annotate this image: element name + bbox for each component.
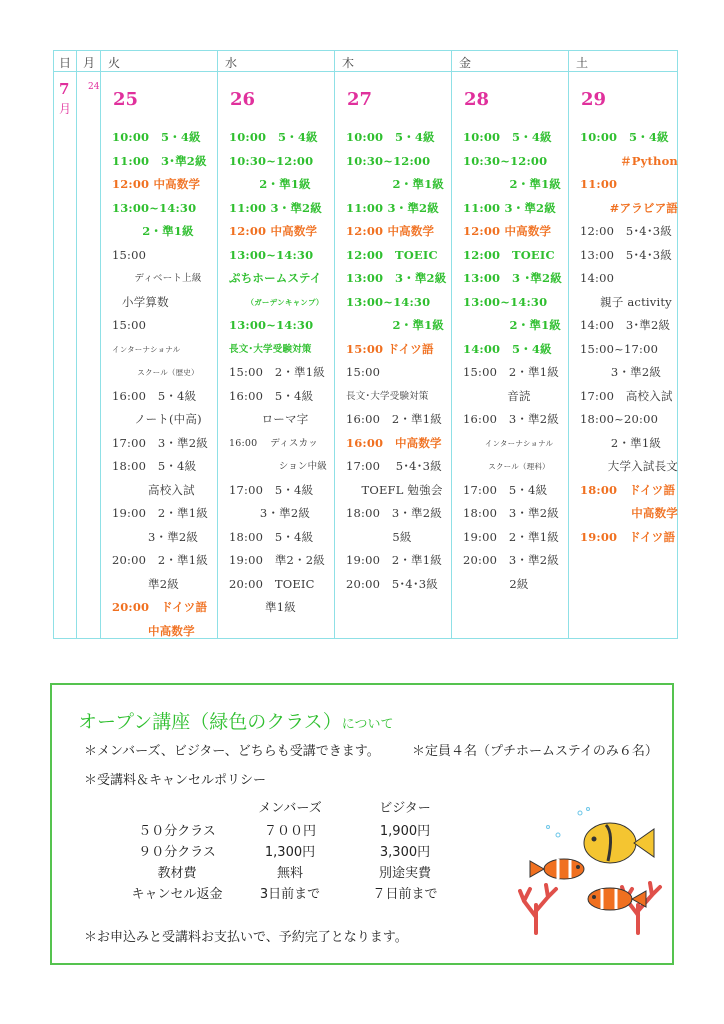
class-entry: 19:00 ドイツ語 bbox=[580, 529, 676, 544]
class-entry: 15:00 bbox=[112, 247, 147, 262]
class-entry: 18:00 5・4級 bbox=[229, 529, 314, 544]
class-entry: ぷちホームステイ bbox=[229, 271, 322, 285]
bubbles-icon bbox=[547, 808, 590, 838]
coral-left-icon bbox=[520, 885, 556, 933]
class-entry: 15:00 ドイツ語 bbox=[346, 341, 434, 356]
class-entry: 10:00 5・4級 bbox=[112, 130, 201, 144]
class-entry: 小学算数 bbox=[122, 294, 169, 309]
class-entry: 12:00 TOEIC bbox=[463, 247, 555, 262]
class-entry: 18:00 3・準2級 bbox=[346, 506, 442, 520]
fee-header-members: メンバーズ bbox=[258, 801, 322, 816]
capacity-note: ＊定員４名（プチホームステイのみ６名） bbox=[412, 744, 658, 759]
class-entry: 14:00 bbox=[580, 271, 615, 285]
class-entry: 13:00~14:30 bbox=[112, 200, 197, 215]
class-entry: 10:30~12:00 bbox=[463, 153, 548, 168]
class-entry: 13:00~14:30 bbox=[229, 247, 314, 262]
class-entry: 17:00 3・準2級 bbox=[112, 435, 208, 450]
coral-right-icon bbox=[622, 883, 660, 933]
class-entry: ＃Python bbox=[620, 153, 678, 168]
class-entry: 11:00 3･準2級 bbox=[112, 153, 207, 168]
fee-members-value: ７００円 bbox=[263, 824, 316, 839]
info-title bbox=[78, 707, 393, 734]
class-entry: 15:00 bbox=[112, 318, 147, 332]
class-entry: 10:00 5・4級 bbox=[463, 130, 552, 144]
class-entry: 2・準1級 bbox=[259, 177, 311, 191]
class-entry: 10:00 5・4級 bbox=[229, 130, 318, 144]
fee-visitors-value: 3,300円 bbox=[379, 845, 431, 860]
class-entry: 準2級 bbox=[148, 576, 179, 591]
day-entries-fri bbox=[463, 126, 575, 596]
class-entry: 10:30~12:00 bbox=[229, 153, 314, 168]
class-entry: 11:00 3・準2級 bbox=[229, 200, 322, 215]
class-entry: ション中級 bbox=[278, 461, 327, 472]
class-entry: 19:00 2・準1級 bbox=[463, 529, 559, 544]
fee-row-label: ５０分クラス bbox=[138, 824, 216, 839]
class-entry: 13:00~14:30 bbox=[463, 294, 548, 309]
class-entry: 20:00 2・準1級 bbox=[112, 553, 208, 567]
class-entry: 18:00 3・準2級 bbox=[463, 506, 559, 520]
class-entry: （ガーデンキャンプ） bbox=[246, 297, 324, 307]
class-entry: 14:00 5・4級 bbox=[463, 341, 552, 356]
booking-note: ＊お申込みと受講料お支払いで、予約完了となります。 bbox=[84, 930, 408, 945]
class-entry: 13:00 5･4･3級 bbox=[580, 247, 672, 262]
fee-members-value: 1,300円 bbox=[264, 845, 316, 860]
class-entry: 11:00 bbox=[580, 177, 618, 191]
class-entry: 16:00 中高数学 bbox=[346, 435, 442, 450]
class-entry: 2・準1級 bbox=[610, 435, 662, 450]
date-sat: 29 bbox=[581, 89, 607, 110]
info-title-suffix: について bbox=[341, 717, 394, 732]
class-entry: 長文･大学受験対策 bbox=[229, 343, 312, 355]
class-entry: 中高数学 bbox=[631, 506, 678, 520]
policy-heading: ＊受講料＆キャンセルポリシー bbox=[84, 773, 267, 788]
date-tue: 25 bbox=[113, 89, 139, 110]
class-entry: #アラビア語 bbox=[609, 200, 678, 215]
class-entry: 19:00 準2・2級 bbox=[229, 553, 325, 567]
class-entry: 高校入試 bbox=[148, 482, 195, 497]
class-entry: 2・準1級 bbox=[509, 177, 561, 191]
class-entry: 長文･大学受験対策 bbox=[346, 390, 429, 402]
date-wed: 26 bbox=[230, 89, 256, 110]
class-entry: 12:00 中高数学 bbox=[346, 224, 435, 238]
class-entry: 12:00 TOEIC bbox=[346, 247, 438, 262]
fee-members-value: 3日前まで bbox=[259, 887, 321, 902]
class-entry: 16:00 5・4級 bbox=[112, 388, 197, 403]
clownfish-icon bbox=[530, 859, 584, 879]
day-entries-tue bbox=[112, 126, 224, 643]
weekday-header-sat: 土 bbox=[576, 56, 589, 70]
class-entry: 2級 bbox=[509, 576, 529, 591]
month-suffix: 月 bbox=[59, 102, 72, 116]
class-entry: 11:00 3・準2級 bbox=[346, 200, 439, 215]
class-entry: 20:00 TOEIC bbox=[229, 576, 315, 591]
class-entry: 11:00 3・準2級 bbox=[463, 200, 556, 215]
class-entry: 13:00 3 ･準2級 bbox=[463, 271, 562, 285]
class-entry: 17:00 高校入試 bbox=[580, 388, 673, 403]
class-entry: 音読 bbox=[507, 388, 531, 403]
class-entry: 2・準1級 bbox=[392, 177, 444, 191]
class-entry: 16:00 5・4級 bbox=[229, 388, 314, 403]
weekday-header-mon: 月 bbox=[83, 56, 96, 70]
class-entry: 17:00 5･4･3級 bbox=[346, 459, 442, 473]
class-entry: 15:00 2・準1級 bbox=[229, 365, 325, 379]
class-entry: 16:00 3・準2級 bbox=[463, 412, 559, 426]
class-entry: 19:00 2・準1級 bbox=[112, 506, 208, 520]
class-entry: 2・準1級 bbox=[392, 318, 444, 332]
day-entries-thu bbox=[346, 126, 458, 596]
day-entries-wed bbox=[229, 126, 341, 620]
week-number: 24 bbox=[88, 82, 100, 92]
class-entry: 16:00 2・準1級 bbox=[346, 412, 442, 426]
class-entry: 15:00~17:00 bbox=[580, 341, 659, 356]
class-entry: 3・準2級 bbox=[259, 506, 311, 520]
fee-visitors-value: ７日前まで bbox=[372, 887, 438, 902]
weekday-header-fri: 金 bbox=[459, 56, 472, 70]
class-entry: 13:00~14:30 bbox=[346, 294, 431, 309]
column-divider bbox=[76, 51, 77, 638]
class-entry: 5級 bbox=[392, 529, 412, 544]
class-entry: 14:00 3･準2級 bbox=[580, 318, 671, 332]
class-entry: 親子 activity bbox=[600, 294, 672, 309]
fee-row-label: ９０分クラス bbox=[138, 845, 216, 860]
class-entry: 大学入試長文 bbox=[607, 459, 678, 473]
class-entry: 20:00 5･4･3級 bbox=[346, 576, 438, 591]
fee-visitors-value: 別途実費 bbox=[378, 866, 431, 881]
class-entry: 15:00 bbox=[346, 365, 381, 379]
class-entry: 12:00 5･4･3級 bbox=[580, 224, 672, 238]
class-entry: スクール（歴史） bbox=[137, 368, 199, 377]
class-entry: 10:00 5・4級 bbox=[580, 130, 669, 144]
class-entry: 19:00 2・準1級 bbox=[346, 553, 442, 567]
class-entry: 13:00 3・準2級 bbox=[346, 271, 447, 285]
class-entry: 3・準2級 bbox=[610, 365, 662, 379]
date-thu: 27 bbox=[347, 89, 373, 110]
class-entry: 20:00 ドイツ語 bbox=[112, 600, 208, 614]
fee-row-label: 教材費 bbox=[157, 866, 197, 881]
month-label bbox=[59, 79, 71, 119]
weekday-header-wed: 水 bbox=[225, 56, 238, 70]
day-entries-sat bbox=[580, 126, 692, 549]
class-entry: スクール（理科） bbox=[488, 462, 550, 471]
butterflyfish-icon bbox=[584, 823, 654, 863]
class-entry: 準1級 bbox=[265, 600, 296, 614]
open-class-info-box bbox=[50, 683, 674, 965]
class-entry: 17:00 5・4級 bbox=[229, 482, 314, 497]
class-entry: インターナショナル bbox=[484, 438, 554, 448]
class-entry: 12:00 中高数学 bbox=[463, 224, 552, 238]
class-entry: 16:00 ディスカッ bbox=[229, 437, 318, 449]
class-entry: 18:00 ドイツ語 bbox=[580, 482, 676, 497]
class-entry: 10:30~12:00 bbox=[346, 153, 431, 168]
date-fri: 28 bbox=[464, 89, 490, 110]
class-entry: インターナショナル bbox=[112, 344, 181, 354]
weekday-header-sun: 日 bbox=[59, 56, 72, 70]
class-entry: ディベート上級 bbox=[134, 273, 202, 284]
class-entry: 12:00 中高数学 bbox=[229, 224, 318, 238]
header-divider bbox=[54, 71, 677, 72]
weekday-header-tue: 火 bbox=[108, 56, 121, 70]
class-entry: 10:00 5・4級 bbox=[346, 130, 435, 144]
class-entry: 13:00~14:30 bbox=[229, 318, 314, 332]
class-entry: 2・準1級 bbox=[142, 224, 194, 238]
class-entry: 2・準1級 bbox=[509, 318, 561, 332]
fee-members-value: 無料 bbox=[276, 866, 303, 881]
class-entry: 3・準2級 bbox=[148, 529, 199, 544]
class-entry: TOEFL 勉強会 bbox=[361, 482, 443, 497]
class-entry: 15:00 2・準1級 bbox=[463, 365, 559, 379]
class-entry: ノート(中高) bbox=[134, 412, 202, 426]
members-note: ＊メンバーズ、ビジター、どちらも受講できます。 bbox=[84, 744, 380, 759]
weekly-schedule-table bbox=[53, 50, 678, 639]
column-divider bbox=[100, 51, 101, 638]
class-entry: 中高数学 bbox=[148, 623, 195, 638]
class-entry: 20:00 3・準2級 bbox=[463, 553, 559, 567]
weekday-header-thu: 木 bbox=[342, 56, 355, 70]
fee-visitors-value: 1,900円 bbox=[379, 824, 431, 839]
month-number: 7 bbox=[59, 80, 70, 98]
class-entry: 12:00 中高数学 bbox=[112, 177, 201, 191]
tropical-fish-illustration bbox=[518, 805, 664, 935]
class-entry: 18:00 5・4級 bbox=[112, 459, 197, 473]
class-entry: ローマ字 bbox=[261, 412, 309, 426]
class-entry: 17:00 5・4級 bbox=[463, 482, 548, 497]
fee-header-visitors: ビジター bbox=[379, 801, 431, 816]
class-entry: 18:00~20:00 bbox=[580, 412, 659, 426]
info-title-main: オープン講座（緑色のクラス） bbox=[78, 711, 342, 733]
fee-row-label: キャンセル返金 bbox=[131, 887, 223, 902]
